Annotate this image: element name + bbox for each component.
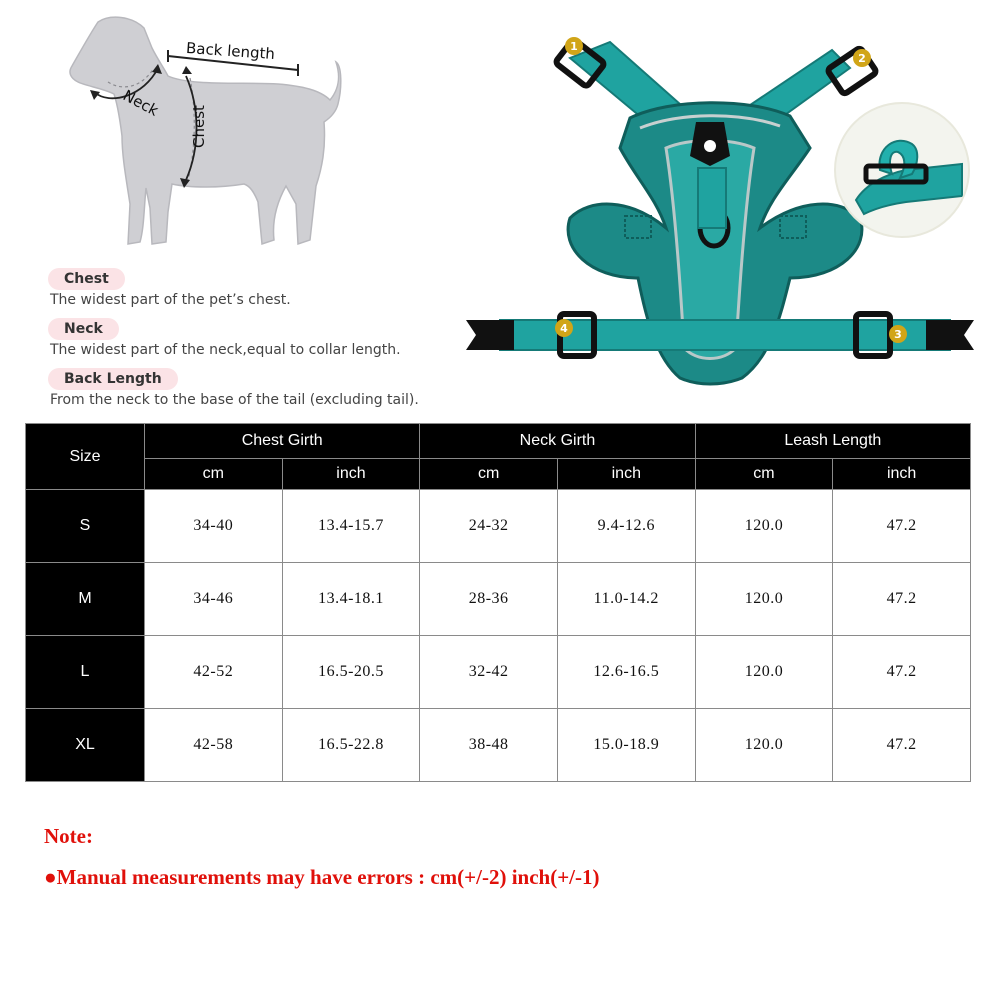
- table-unit-row: [26, 459, 971, 490]
- definition-term: Chest: [48, 268, 125, 290]
- buckle-closeup-icon: [836, 104, 968, 236]
- chest-girth-header: Chest Girth: [145, 424, 420, 459]
- table-cell: 9.4-12.6: [557, 490, 695, 563]
- table-cell: 120.0: [695, 563, 833, 636]
- table-cell: 47.2: [833, 636, 971, 709]
- table-row: [26, 563, 971, 636]
- size-chart-table: [25, 423, 971, 782]
- neck-label: Neck: [119, 86, 162, 120]
- size-cell: S: [26, 490, 145, 563]
- table-cell: 34-40: [145, 490, 283, 563]
- table-cell: 13.4-18.1: [282, 563, 420, 636]
- definition-back-length: [48, 368, 468, 410]
- definition-text: From the neck to the base of the tail (excluding tail).: [50, 392, 419, 408]
- table-row: [26, 709, 971, 782]
- size-cell: M: [26, 563, 145, 636]
- unit-header: cm: [145, 459, 283, 490]
- definition-neck: [48, 318, 468, 360]
- marker-2: 2: [858, 52, 866, 65]
- table-cell: 28-36: [420, 563, 558, 636]
- table-cell: 16.5-20.5: [282, 636, 420, 709]
- size-cell: XL: [26, 709, 145, 782]
- table-cell: 34-46: [145, 563, 283, 636]
- neck-girth-header: Neck Girth: [420, 424, 695, 459]
- definition-term: Back Length: [48, 368, 178, 390]
- dog-measurement-diagram: [40, 8, 360, 263]
- marker-3: 3: [894, 328, 902, 341]
- table-cell: 47.2: [833, 709, 971, 782]
- unit-header: cm: [695, 459, 833, 490]
- buckle-detail-closeup: [834, 102, 970, 238]
- table-cell: 15.0-18.9: [557, 709, 695, 782]
- unit-header: inch: [557, 459, 695, 490]
- table-cell: 47.2: [833, 490, 971, 563]
- definition-chest: [48, 268, 468, 310]
- size-header: Size: [26, 424, 145, 490]
- table-cell: 13.4-15.7: [282, 490, 420, 563]
- table-cell: 42-58: [145, 709, 283, 782]
- marker-1: 1: [570, 40, 578, 53]
- size-cell: L: [26, 636, 145, 709]
- table-cell: 120.0: [695, 490, 833, 563]
- marker-4: 4: [560, 322, 568, 335]
- definition-text: The widest part of the neck,equal to collar length.: [50, 342, 401, 358]
- measurement-definitions: [48, 268, 468, 410]
- unit-header: cm: [420, 459, 558, 490]
- table-cell: 12.6-16.5: [557, 636, 695, 709]
- back-length-label: Back length: [185, 38, 276, 64]
- unit-header: inch: [833, 459, 971, 490]
- table-cell: 120.0: [695, 709, 833, 782]
- table-cell: 11.0-14.2: [557, 563, 695, 636]
- table-cell: 38-48: [420, 709, 558, 782]
- table-header-row: [26, 424, 971, 459]
- table-row: [26, 490, 971, 563]
- table-cell: 120.0: [695, 636, 833, 709]
- table-cell: 42-52: [145, 636, 283, 709]
- note-title: Note:: [44, 824, 93, 848]
- definition-term: Neck: [48, 318, 119, 340]
- table-cell: 47.2: [833, 563, 971, 636]
- chest-label: Chest: [190, 105, 208, 148]
- table-cell: 32-42: [420, 636, 558, 709]
- table-cell: 16.5-22.8: [282, 709, 420, 782]
- note-section: [44, 824, 600, 890]
- table-row: [26, 636, 971, 709]
- table-cell: 24-32: [420, 490, 558, 563]
- definition-text: The widest part of the pet’s chest.: [50, 292, 291, 308]
- note-text: ●Manual measurements may have errors : cm(+/-2) inch(+/-1): [44, 865, 600, 889]
- unit-header: inch: [282, 459, 420, 490]
- leash-length-header: Leash Length: [695, 424, 970, 459]
